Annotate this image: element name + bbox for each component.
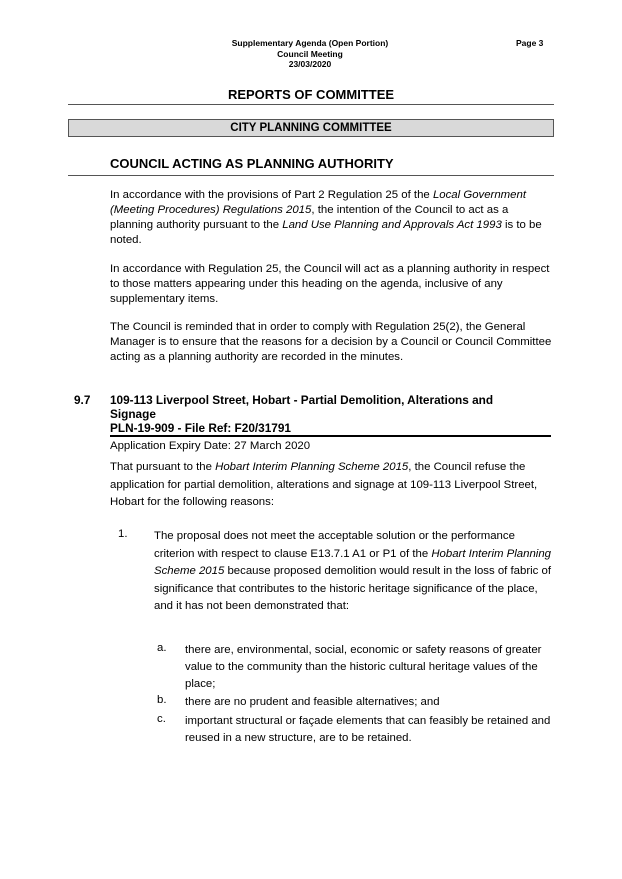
subitem-label: c. [157,713,166,725]
reason-text [154,528,554,616]
subitem-label: b. [157,694,167,706]
paragraph-regulation: In accordance with Regulation 25, the Council will act as a planning authority in respect to those matters appearing under this heading on the agenda, inclusive of any supplementary items. [110,263,550,305]
para1-italic-2: Land Use Planning and Approvals Act 1993 [282,219,502,231]
para1-text-2: , the intention of the Council to act as a planning authority pursuant to the [110,204,509,231]
header-agenda-type: Supplementary Agenda (Open Portion) [231,38,389,48]
reason-number: 1. [118,528,128,540]
page-title: REPORTS OF COMMITTEE [227,87,395,102]
header-meeting: Council Meeting [277,48,343,59]
resolution-paragraph [110,459,554,512]
reason-italic: Hobart Interim Planning Scheme 2015 [154,547,551,577]
para1-text-1: In accordance with the provisions of Part 2 Regulation 25 of the [110,189,433,201]
title-rule [68,104,554,105]
section-rule [68,175,554,176]
header-date: 23/03/2020 [288,59,332,69]
item-title [110,393,554,435]
committee-banner: CITY PLANNING COMMITTEE [68,119,554,137]
page-number: Page 3 [516,38,544,48]
paragraph-intent [110,188,554,248]
resolution-text-1: That pursuant to the [110,461,216,473]
section-heading: COUNCIL ACTING AS PLANNING AUTHORITY [110,156,394,171]
paragraph-reminder: The Council is reminded that in order to comply with Regulation 25(2), the General Manager is to ensure that the reasons for a decision by a Council or Council Committee acting as a planning authority are recorded in the minutes. [110,321,552,363]
para1-text-3: is to be noted. [110,219,542,246]
expiry-date: Application Expiry Date: 27 March 2020 [110,440,311,452]
subitem-text: there are, environmental, social, economic or safety reasons of greater value to the community than the historic cultural heritage values of the place; [185,644,542,690]
para1-italic-1: Local Government (Meeting Procedures) Regulations 2015 [110,189,527,216]
reason-text-1: The proposal does not meet the acceptable solution or the performance criterion with respect to clause E13.7.1 A1 or P1 of the [154,530,515,560]
subitem-label: a. [157,642,167,654]
item-title-line1: 109-113 Liverpool Street, Hobart - Partial Demolition, Alterations and [110,393,494,407]
item-number: 9.7 [74,393,91,407]
resolution-text-2: , the Council refuse the application for partial demolition, alterations and signage at 109-113 Liverpool Street, Hobart for the following reasons: [110,461,538,508]
document-header [180,38,440,70]
subitem-text: there are no prudent and feasible alternatives; and [185,696,440,708]
resolution-italic: Hobart Interim Planning Scheme 2015 [215,461,409,473]
reason-text-2: because proposed demolition would result in the loss of fabric of significance that contributes to the historic heritage significance of the place, and it has not been demonstrated that: [154,565,552,612]
item-file-ref: PLN-19-909 - File Ref: F20/31791 [110,421,291,435]
item-title-line2: Signage [110,407,156,421]
item-rule [110,435,551,437]
subitem-text: important structural or façade elements that can feasibly be retained and reused in a new structure, are to be retained. [185,715,551,744]
